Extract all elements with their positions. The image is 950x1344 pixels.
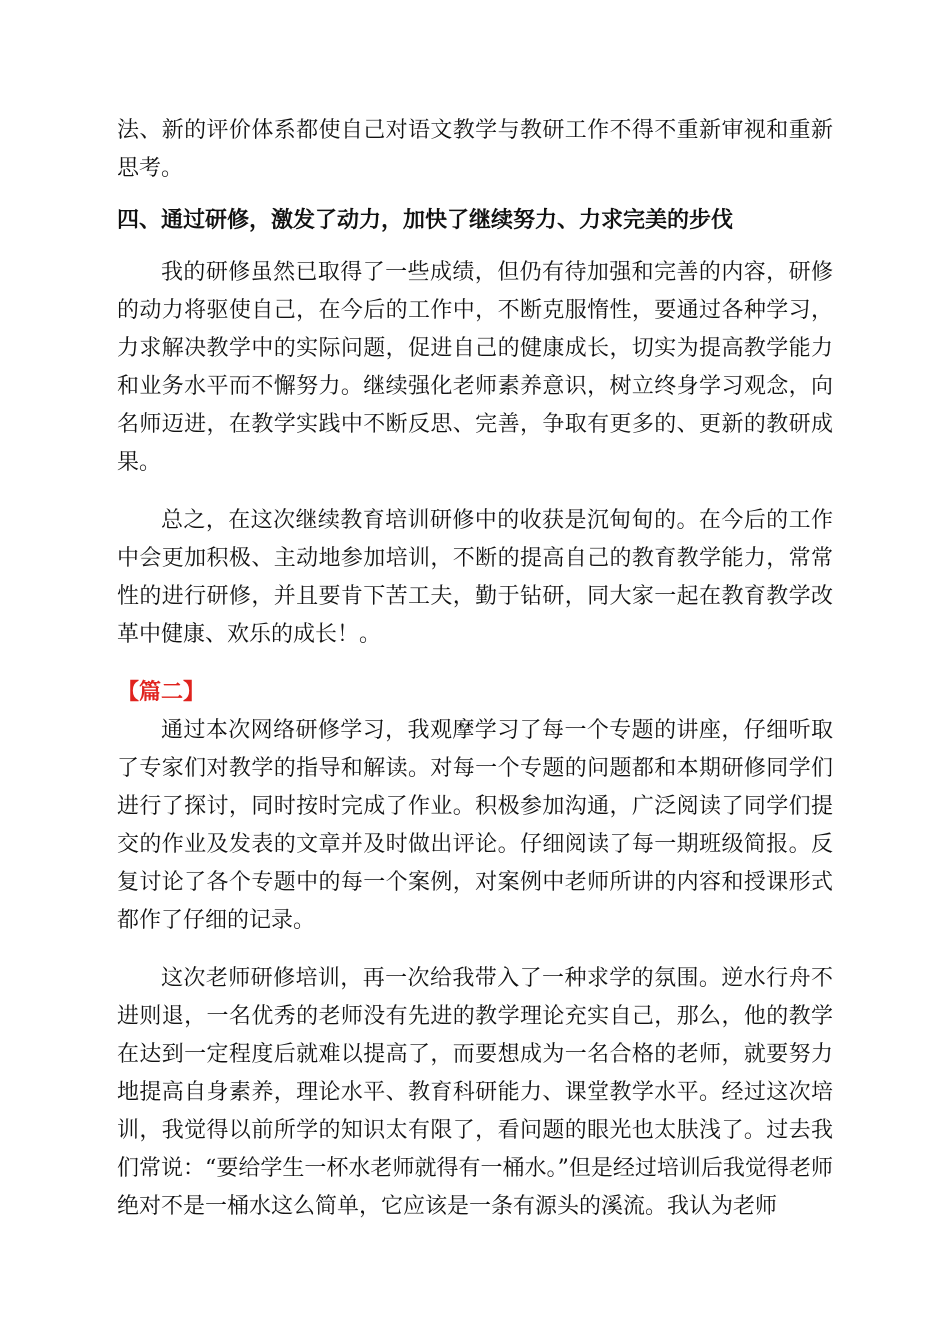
- spacer: [117, 654, 833, 674]
- spacer: [117, 940, 833, 960]
- training-reflection-paragraph: 这次老师研修培训，再一次给我带入了一种求学的氛围。逆水行舟不进则退，一名优秀的老师没有先进的教学理论充实自己，那么，他的教学在达到一定程度后就难以提高了，而要想成为一名合格的老师，就要努力地提高自身素养，理论水平、教育科研能力、课堂教学水平。经过这次培训，我觉得以前所学的知识太有限了，看问题的眼光也太肤浅了。过去我们常说：“要给学生一杯水老师就得有一桶水。”但是经过培训后我觉得老师绝对不是一桶水这么简单，它应该是一条有源头的溪流。我认为老师: [117, 966, 833, 1219]
- research-motivation-paragraph: 我的研修虽然已取得了一些成绩，但仍有待加强和完善的内容，研修的动力将驱使自己，在今后的工作中，不断克服惰性，要通过各种学习，力求解决教学中的实际问题，促进自己的健康成长，切实为提高教学能力和业务水平而不懈努力。继续强化老师素养意识，树立终身学习观念，向名师迈进，在教学实践中不断反思、完善，争取有更多的、更新的教研成果。: [117, 260, 833, 475]
- online-study-paragraph: 通过本次网络研修学习，我观摩学习了每一个专题的讲座，仔细听取了专家们对教学的指导和解读。对每一个专题的问题都和本期研修同学们进行了探讨，同时按时完成了作业。积极参加沟通，广泛阅读了同学们提交的作业及发表的文章并及时做出评论。仔细阅读了每一期班级简报。反复讨论了各个专题中的每一个案例，对案例中老师所讲的内容和授课形式都作了仔细的记录。: [117, 718, 833, 933]
- summary-paragraph: 总之，在这次继续教育培训研修中的收获是沉甸甸的。在今后的工作中会更加积极、主动地参加培训，不断的提高自己的教育教学能力，常常性的进行研修，并且要肯下苦工夫，勤于钻研，同大家一起在教育教学改革中健康、欢乐的成长！。: [117, 508, 833, 647]
- spacer: [117, 188, 833, 202]
- section-two-tag: 【篇二】: [117, 680, 206, 705]
- spacer: [117, 240, 833, 254]
- document-page: [117, 112, 833, 1226]
- continuation-paragraph: 法、新的评价体系都使自己对语文教学与教研工作不得不重新审视和重新思考。: [117, 118, 833, 181]
- section-heading-four: 四、通过研修，激发了动力，加快了继续努力、力求完美的步伐: [117, 208, 734, 233]
- spacer: [117, 482, 833, 502]
